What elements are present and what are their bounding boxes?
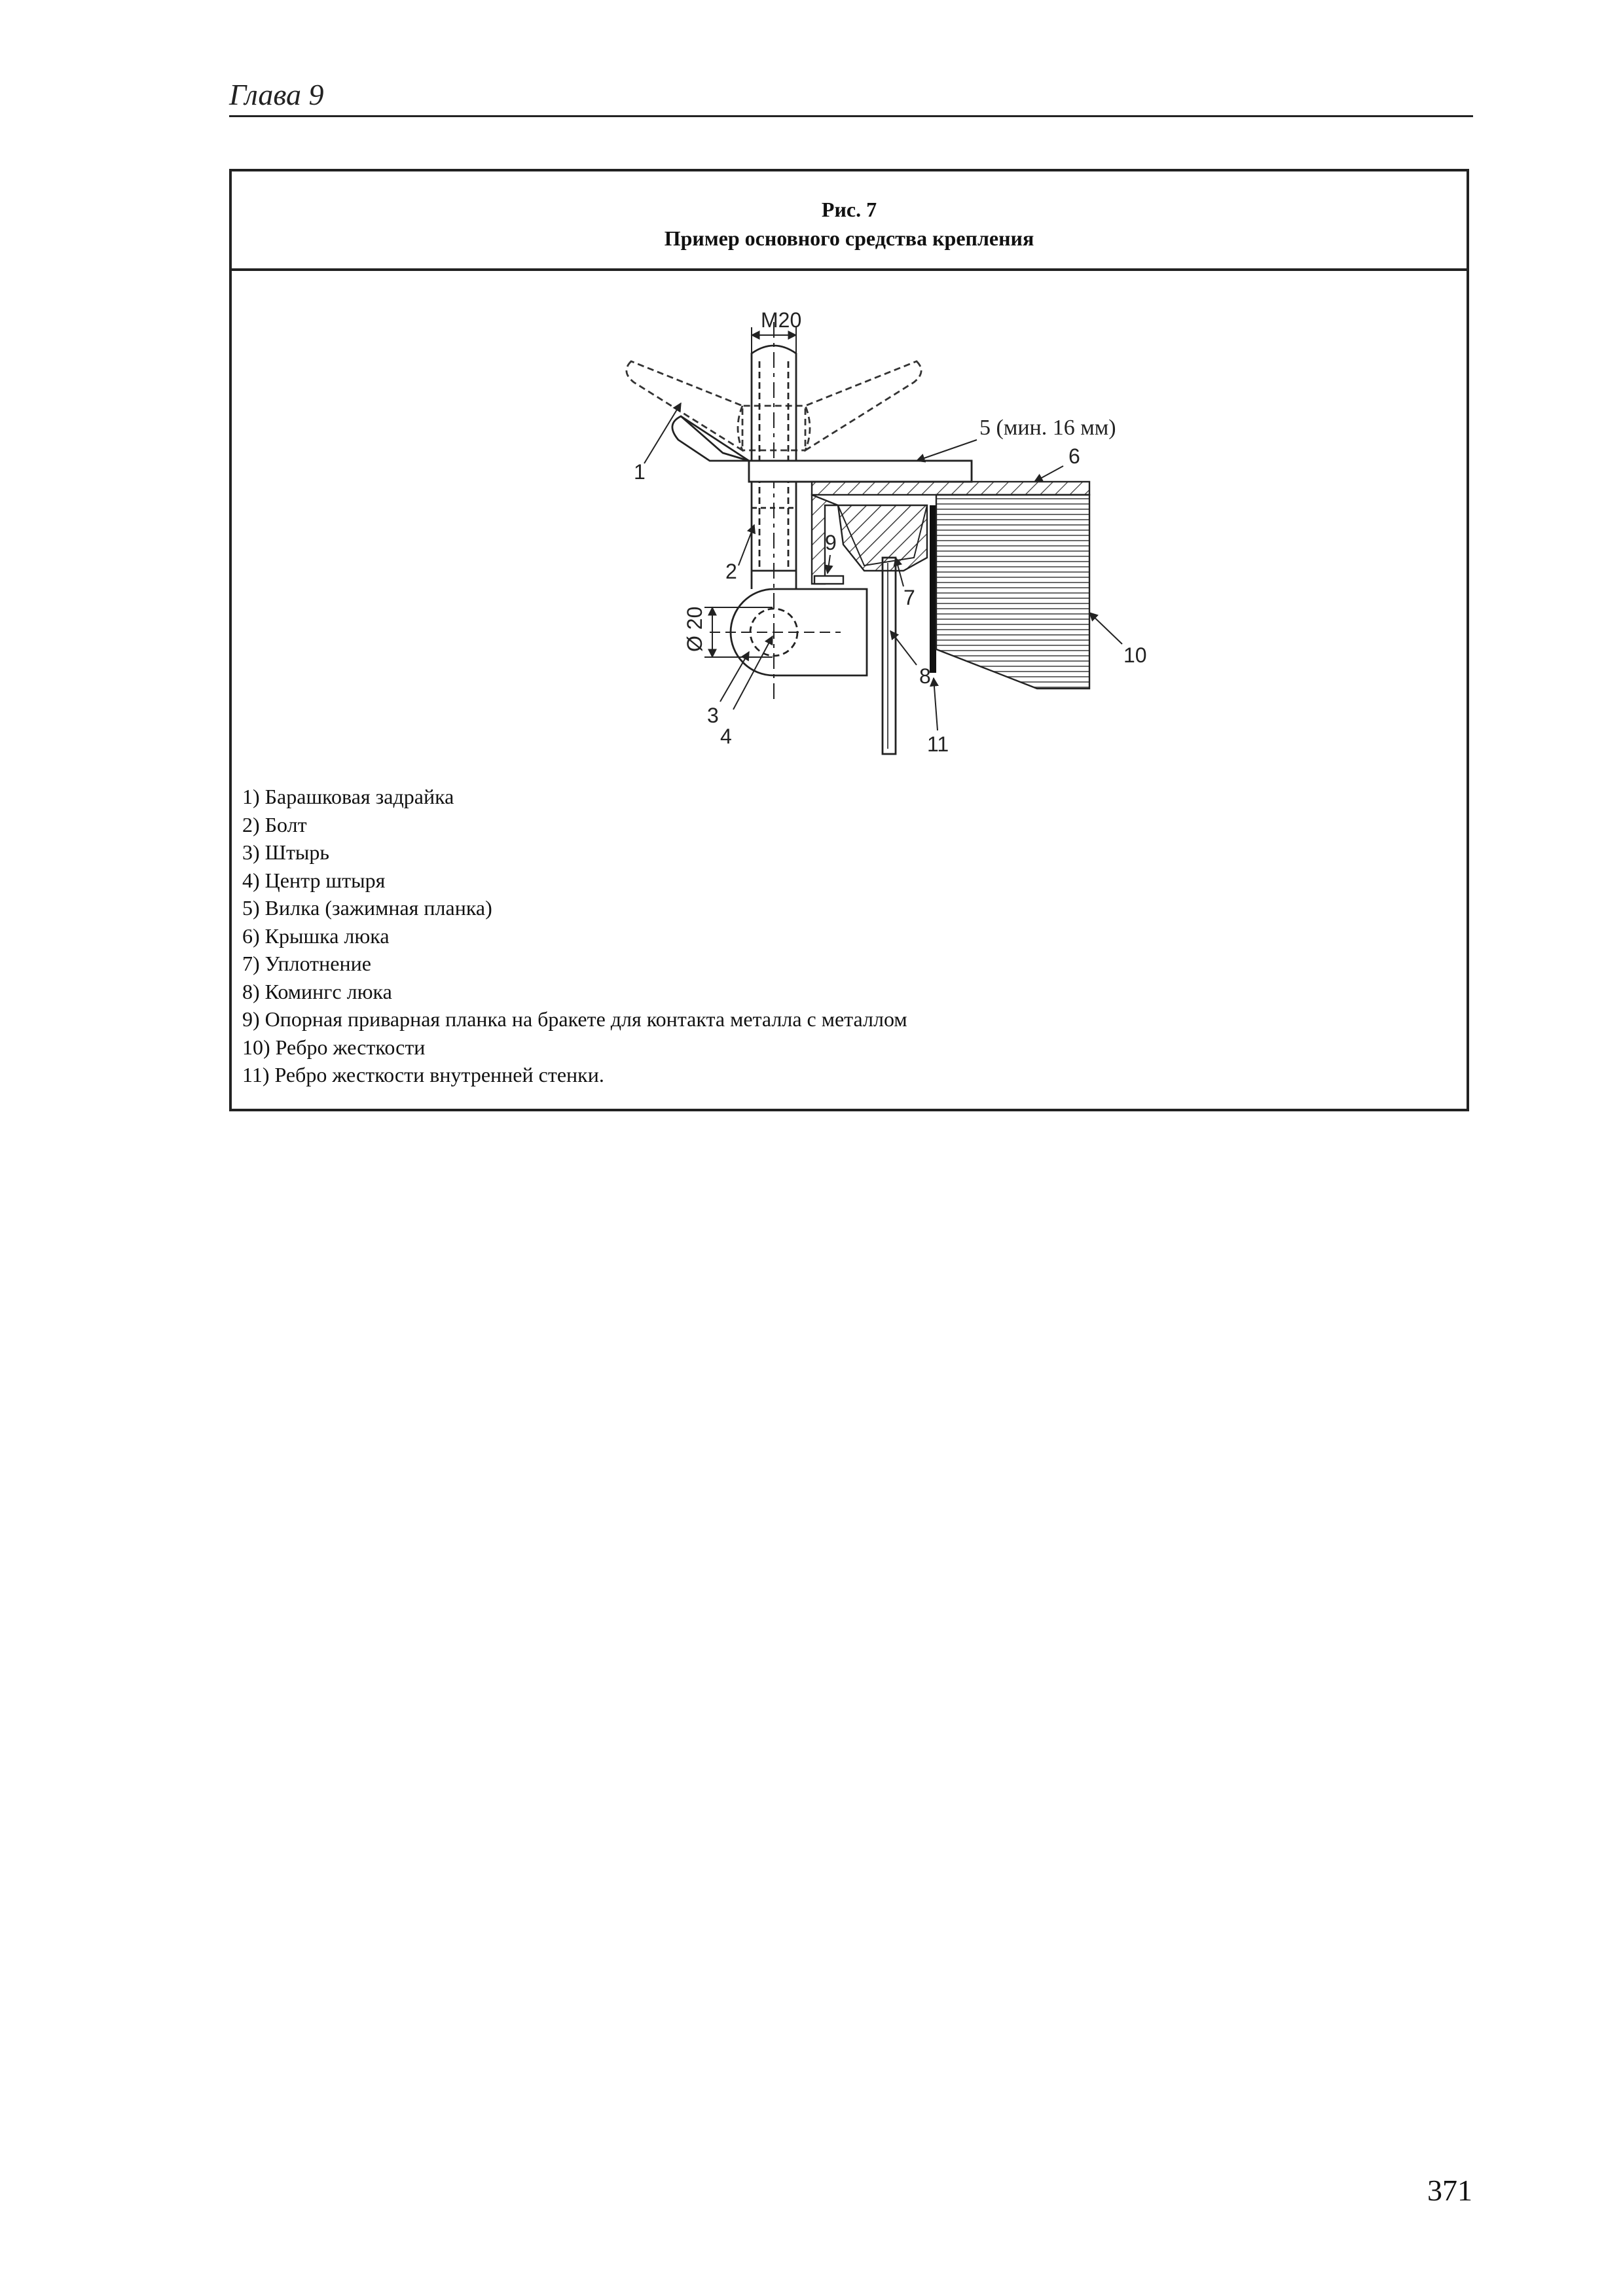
legend-item: 6) Крышка люка xyxy=(242,924,390,948)
figure-legend xyxy=(242,783,907,1089)
label-10: 10 xyxy=(1123,643,1147,667)
hatch-coaming xyxy=(883,558,896,754)
figure-number: Рис. 7 xyxy=(821,198,877,221)
fastener-drawing xyxy=(618,309,1384,819)
clamping-bar xyxy=(672,416,972,482)
figure-title: Пример основного средства крепления xyxy=(664,226,1034,250)
label-2: 2 xyxy=(725,560,737,583)
legend-item: 1) Барашковая задрайка xyxy=(242,785,454,808)
support-bar xyxy=(814,576,843,584)
label-9: 9 xyxy=(825,531,837,554)
bolt xyxy=(752,322,796,702)
legend-item: 10) Ребро жесткости xyxy=(242,1035,426,1059)
stiffener xyxy=(936,495,1089,689)
legend-item: 9) Опорная приварная планка на бракете для контакта металла с металлом xyxy=(242,1007,907,1031)
label-3: 3 xyxy=(707,704,719,727)
hinge-eye xyxy=(710,589,867,675)
label-1: 1 xyxy=(634,460,646,484)
legend-item: 11) Ребро жесткости внутренней стенки. xyxy=(242,1063,604,1086)
label-6: 6 xyxy=(1068,444,1080,468)
figure-box xyxy=(229,169,1469,1111)
legend-item: 2) Болт xyxy=(242,812,307,836)
m20-label: M20 xyxy=(761,309,802,332)
label-11: 11 xyxy=(927,732,949,756)
legend-item: 5) Вилка (зажимная планка) xyxy=(242,896,492,920)
legend-item: 4) Центр штыря xyxy=(242,868,386,892)
label-5: 5 (мин. 16 мм) xyxy=(979,416,1116,440)
inner-stiffener xyxy=(930,505,936,673)
hatch-cover xyxy=(812,482,1089,495)
page-number: 371 xyxy=(1427,2174,1472,2207)
legend-item: 8) Комингс люка xyxy=(242,979,392,1003)
d20-label: Ø 20 xyxy=(683,606,706,652)
label-4: 4 xyxy=(720,725,732,748)
legend-item: 3) Штырь xyxy=(242,840,330,864)
label-7: 7 xyxy=(903,586,915,609)
m20-dimension xyxy=(752,309,801,361)
chapter-heading: Глава 9 xyxy=(229,78,324,111)
header-rule xyxy=(229,115,1473,117)
label-8: 8 xyxy=(919,664,931,688)
figure-title-block xyxy=(232,171,1467,271)
legend-item: 7) Уплотнение xyxy=(242,952,371,975)
